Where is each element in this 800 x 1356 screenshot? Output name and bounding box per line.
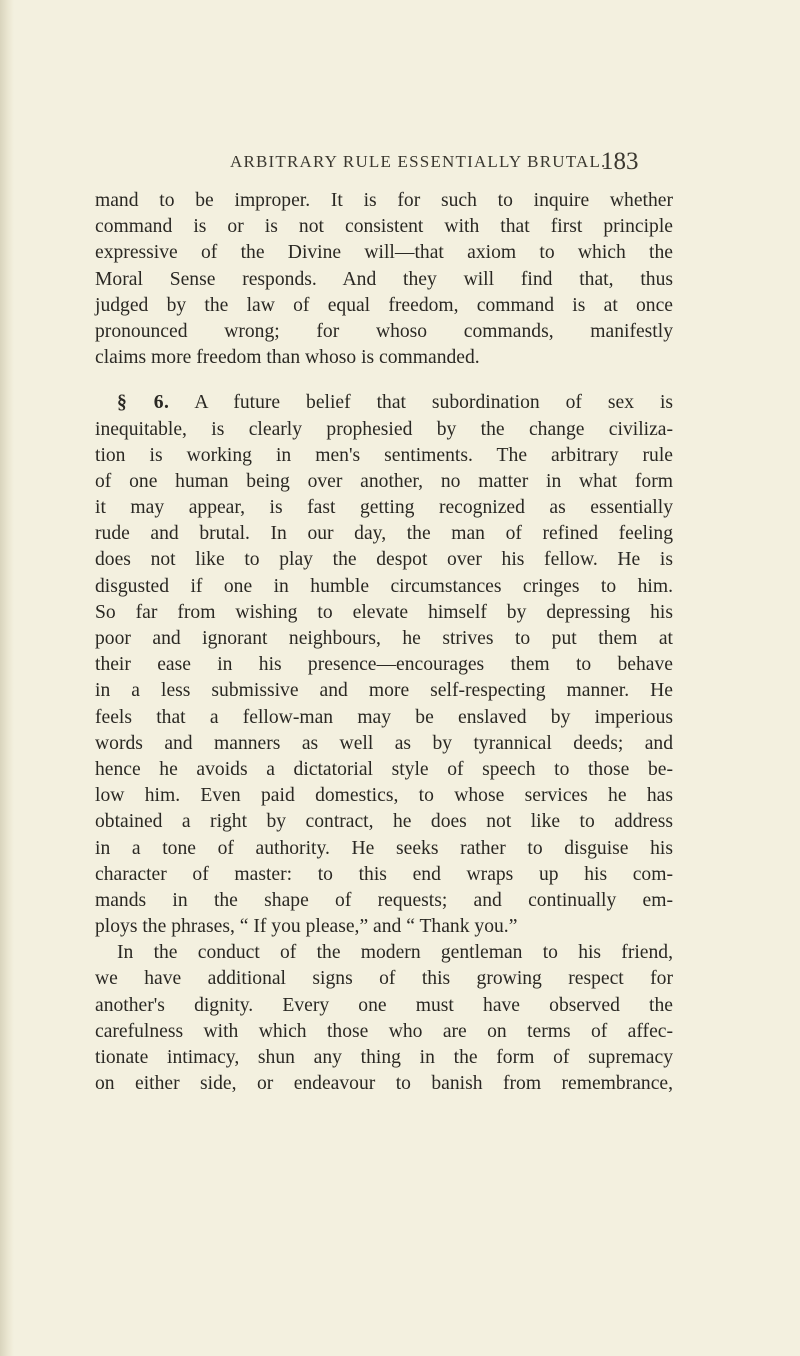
text-line: poor and ignorant neighbours, he strives to put them at [95,628,673,649]
text-line: judged by the law of equal freedom, command is at once [95,294,673,316]
text-line: tion is working in men's sentiments. The arbitrary rule [95,444,673,466]
text-line: another's dignity. Every one must have observed the [95,994,673,1016]
text-line: pronounced wrong; for whoso commands, manifestly [95,320,673,342]
paragraph-1 [95,188,673,371]
text-line: character of master: to this end wraps up his com- [95,863,673,885]
paragraph-3 [95,940,673,1097]
text-line: we have additional signs of this growing respect for [95,968,673,990]
text-line: in a less submissive and more self-respecting manner. He [95,680,673,702]
text-line: does not like to play the despot over his fellow. He is [95,549,673,571]
text-line: In the conduct of the modern gentleman to his friend, [117,942,673,964]
text-line: expressive of the Divine will—that axiom to which the [95,242,673,264]
text-line: low him. Even paid domestics, to whose services he has [95,785,673,807]
text-line: Moral Sense responds. And they will find that, thus [95,268,673,290]
section-heading-line [95,390,673,416]
text-line: ploys the phrases, “ If you please,” and “ Thank you.” [95,916,518,938]
body-text [95,188,673,1097]
paragraph-2 [95,390,673,940]
text-line: inequitable, is clearly prophesied by the change civiliza- [95,418,673,440]
text-line: tionate intimacy, shun any thing in the form of supremacy [95,1047,673,1068]
text-line: words and manners as well as by tyrannical deeds; and [95,732,673,754]
text-line: disgusted if one in humble circumstances cringes to him. [95,575,673,597]
text-line: their ease in his presence—encourages them to behave [95,654,673,676]
text-line: command is or is not consistent with that first principle [95,216,673,238]
text-line: carefulness with which those who are on terms of affec- [95,1020,673,1042]
text-line: it may appear, is fast getting recognized as essentially [95,497,673,519]
text-line: rude and brutal. In our day, the man of refined feeling [95,523,673,545]
text-line: So far from wishing to elevate himself by depressing his [95,601,673,623]
text-line: on either side, or endeavour to banish from remembrance, [95,1073,673,1095]
text-line: in a tone of authority. He seeks rather to disguise his [95,837,673,859]
text-line: obtained a right by contract, he does not like to address [95,811,673,833]
section-mark: § 6. [117,392,170,414]
text-line: of one human being over another, no matter in what form [95,470,673,492]
paragraph-gap [95,371,673,390]
text-line: feels that a fellow-man may be enslaved by imperious [95,706,673,728]
text-line: claims more freedom than whoso is commanded. [95,347,480,369]
running-title: ARBITRARY RULE ESSENTIALLY BRUTAL. [230,152,607,171]
text-line: mand to be improper. It is for such to inquire whether [95,190,673,211]
text-line: mands in the shape of requests; and continually em- [95,889,673,911]
text-line: hence he avoids a dictatorial style of speech to those be- [95,758,673,780]
running-head [0,148,800,178]
page-number: 183 [601,148,639,175]
section-first-line: A future belief that subordination of sex is [194,392,674,414]
